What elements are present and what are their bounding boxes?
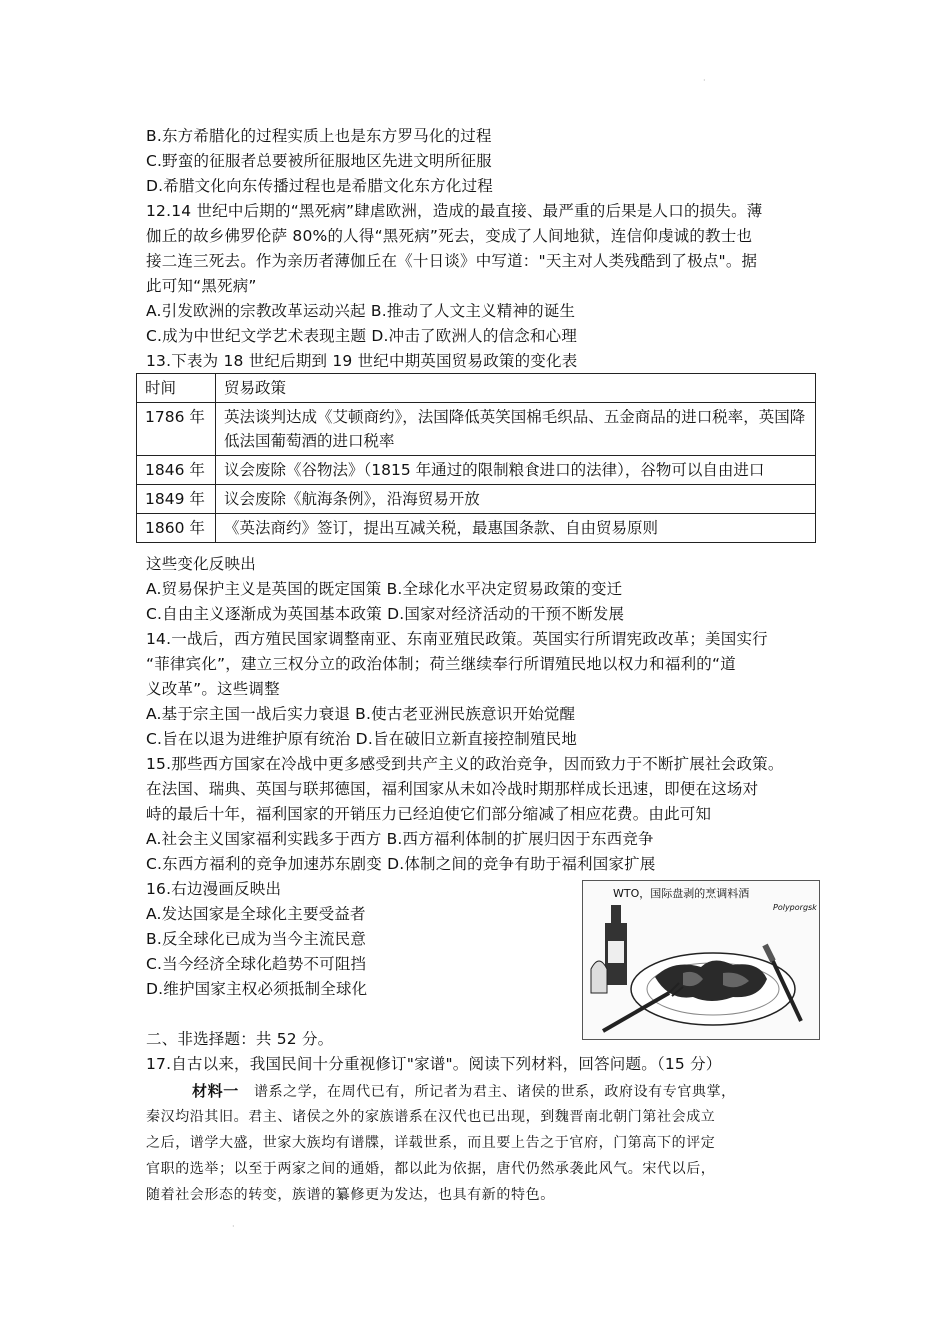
q11-option-b: B.东方希腊化的过程实质上也是东方罗马化的过程: [146, 127, 492, 145]
section2-heading: 二、非选择题：共 52 分。: [146, 1030, 334, 1048]
q13-options-cd: C.自由主义逐渐成为英国基本政策 D.国家对经济活动的干预不断发展: [146, 605, 625, 623]
q12-stem-line: 伽丘的故乡佛罗伦萨 80%的人得“黑死病”死去，变成了人间地狱，连信仰虔诚的教士也: [146, 227, 753, 245]
table-cell-policy: 英法谈判达成《艾顿商约》，法国降低英笑国棉毛织品、五金商品的进口税率，英国降低法国葡萄酒的进口税率: [216, 403, 816, 456]
q12-options-ab: A.引发欧洲的宗教改革运动兴起 B.推动了人文主义精神的诞生: [146, 302, 576, 320]
q13-options-ab: A.贸易保护主义是英国的既定国策 B.全球化水平决定贸易政策的变迁: [146, 580, 623, 598]
q12-options-cd: C.成为中世纪文学艺术表现主题 D.冲击了欧洲人的信念和心理: [146, 327, 578, 345]
q15-options-cd: C.东西方福利的竞争加速苏东剧变 D.体制之间的竞争有助于福利国家扩展: [146, 855, 656, 873]
table-header-row: [137, 374, 816, 403]
q14-stem-line: 14.一战后，西方殖民国家调整南亚、东南亚殖民政策。英国实行所谓宪政改革；美国实行: [146, 630, 768, 648]
table-row: [137, 514, 816, 543]
q13-follow: 这些变化反映出: [146, 555, 256, 573]
q14-options-cd: C.旨在以退为进维护原有统治 D.旨在破旧立新直接控制殖民地: [146, 730, 578, 748]
q15-stem-line: 峙的最后十年，福利国家的开销压力已经迫使它们部分缩减了相应花费。由此可知: [146, 805, 712, 823]
q15-stem-line: 15.那些西方国家在冷战中更多感受到共产主义的政治竞争，因而致力于不断扩展社会政策。: [146, 755, 784, 773]
material-line: 秦汉均沿其旧。君主、诸侯之外的家族谱系在汉代也已出现，到魏晋南北朝门第社会成立: [146, 1109, 716, 1125]
page-mark: ·: [232, 1222, 235, 1231]
q12-stem-line: 接二连三死去。作为亲历者薄伽丘在《十日谈》中写道："天主对人类残酷到了极点"。据: [146, 252, 758, 270]
q12-stem-line: 12.14 世纪中后期的“黑死病”肆虐欧洲，造成的最直接、最严重的后果是人口的损失。薄: [146, 202, 763, 220]
wto-cartoon: [582, 880, 820, 1040]
material-one-label: 材料一: [192, 1082, 239, 1100]
table-row: [137, 456, 816, 485]
q17-stem: 17.自古以来，我国民间十分重视修订"家谱"。阅读下列材料，回答问题。（15 分）: [146, 1055, 722, 1073]
table-cell-policy: 《英法商约》签订，提出互减关税，最惠国条款、自由贸易原则: [216, 514, 816, 543]
cartoon-signature: Polyporgsk: [773, 903, 817, 912]
trade-policy-table: [136, 373, 816, 543]
material-text: 谱系之学，在周代已有，所记者为君主、诸侯的世系，政府设有专官典掌，: [253, 1084, 736, 1100]
material-one-line: [192, 1078, 736, 1105]
q16-stem: 16.右边漫画反映出: [146, 880, 282, 898]
table-cell-year: 1846 年: [137, 456, 216, 485]
q15-stem-line: 在法国、瑞典、英国与联邦德国，福利国家从未如冷战时期那样成长迅速，即便在这场对: [146, 780, 759, 798]
q11-option-d: D.希腊文化向东传播过程也是希腊文化东方化过程: [146, 177, 493, 195]
table-header-year: 时间: [137, 374, 216, 403]
table-cell-year: 1786 年: [137, 403, 216, 456]
material-line: 随着社会形态的转变，族谱的纂修更为发达，也具有新的特色。: [146, 1187, 555, 1203]
page-mark: ·: [703, 76, 706, 85]
q16-option: A.发达国家是全球化主要受益者: [146, 905, 366, 923]
q14-stem-line: 义改革”。这些调整: [146, 680, 280, 698]
q12-stem-line: 此可知“黑死病”: [146, 277, 257, 295]
table-cell-year: 1849 年: [137, 485, 216, 514]
q16-option: C.当今经济全球化趋势不可阻挡: [146, 955, 367, 973]
table-row: [137, 485, 816, 514]
table-cell-policy: 议会废除《航海条例》，沿海贸易开放: [216, 485, 816, 514]
q15-options-ab: A.社会主义国家福利实践多于西方 B.西方福利体制的扩展归因于东西竞争: [146, 830, 654, 848]
q11-option-c: C.野蛮的征服者总要被所征服地区先进文明所征服: [146, 152, 492, 170]
q16-option: B.反全球化已成为当今主流民意: [146, 930, 367, 948]
table-header-policy: 贸易政策: [216, 374, 816, 403]
cartoon-drawing: [583, 881, 819, 1039]
material-line: 之后，谱学大盛，世家大族均有谱牒，详载世系，而且要上告之于官府，门第高下的评定: [146, 1135, 716, 1151]
table-row: [137, 403, 816, 456]
table-cell-policy: 议会废除《谷物法》（1815 年通过的限制粮食进口的法律），谷物可以自由进口: [216, 456, 816, 485]
q14-stem-line: “菲律宾化”，建立三权分立的政治体制；荷兰继续奉行所谓殖民地以权力和福利的“道: [146, 655, 736, 673]
q13-stem: 13.下表为 18 世纪后期到 19 世纪中期英国贸易政策的变化表: [146, 352, 578, 370]
material-line: 官职的选举；以至于两家之间的通婚，都以此为依据，唐代仍然承袭此风气。宋代以后，: [146, 1161, 716, 1177]
table-cell-year: 1860 年: [137, 514, 216, 543]
q14-options-ab: A.基于宗主国一战后实力衰退 B.使古老亚洲民族意识开始觉醒: [146, 705, 576, 723]
cartoon-title: WTO，国际盘剥的烹调料酒: [613, 887, 750, 900]
q16-option: D.维护国家主权必须抵制全球化: [146, 980, 368, 998]
salt-shaker-icon: [591, 961, 607, 993]
